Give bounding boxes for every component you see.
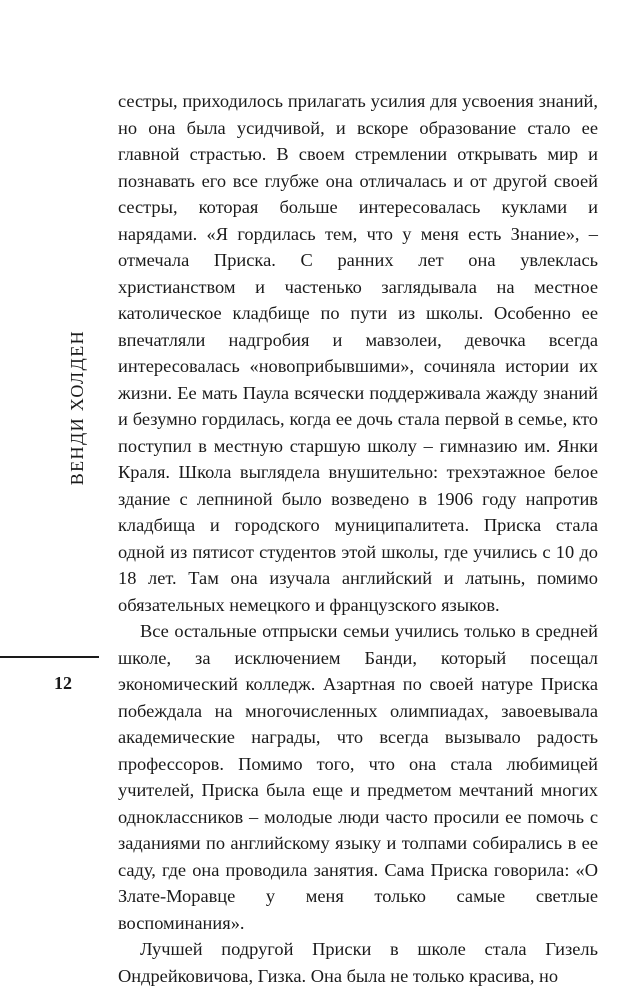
- paragraph-2: Все остальные отпрыски семьи учились только в средней школе, за исключением Банди, который посещал экономический колледж. Азартная по своей натуре Приска побеждала на многочисленных олимпиадах, завоевывала академические награды, что всегда вызывало радость профессоров. Помимо того, что она стала любимицей учителей, Приска была еще и предметом мечтаний многих одноклассников – молодые люди часто просили ее помочь с заданиями по английскому языку и толпами собирались в ее саду, где она проводила занятия. Сама Приска говорила: «О Злате-Моравце у меня только самые светлые воспоминания».: [118, 621, 598, 933]
- running-head-author: ВЕНДИ ХОЛДЕН: [67, 330, 87, 486]
- body-text: [118, 88, 598, 989]
- page-number: 12: [54, 673, 72, 693]
- folio-rule: [0, 656, 99, 658]
- paragraph-3: Лучшей подругой Приски в школе стала Гизель Ондрейковичова, Гизка. Она была не только красива, но: [118, 939, 598, 986]
- paragraph-1: сестры, приходилось прилагать усилия для усвоения знаний, но она была усидчивой, и вскоре образование стало ее главной страстью. В своем стремлении открывать мир и познавать его все глубже она отличалась и от другой своей сестры, которая больше интересовалась куклами и нарядами. «Я гордилась тем, что у меня есть Знание», – отмечала Приска. С ранних лет она увлеклась христианством и частенько заглядывала на местное католическое кладбище по пути из школы. Особенно ее впечатляли надгробия и мавзолеи, девочка всегда интересовалась «новоприбывшими», сочиняла истории их жизни. Ее мать Паула всячески поддерживала жажду знаний и безумно гордилась, когда ее дочь стала первой в семье, кто поступил в местную старшую школу – гимназию им. Янки Краля. Школа выглядела внушительно: трехэтажное белое здание с лепниной было возведено в 1906 году напротив кладбища и городского муниципалитета. Приска стала одной из пятисот студентов этой школы, где учились с 10 до 18 лет. Там она изучала английский и латынь, помимо обязательных немецкого и французского языков.: [118, 91, 598, 615]
